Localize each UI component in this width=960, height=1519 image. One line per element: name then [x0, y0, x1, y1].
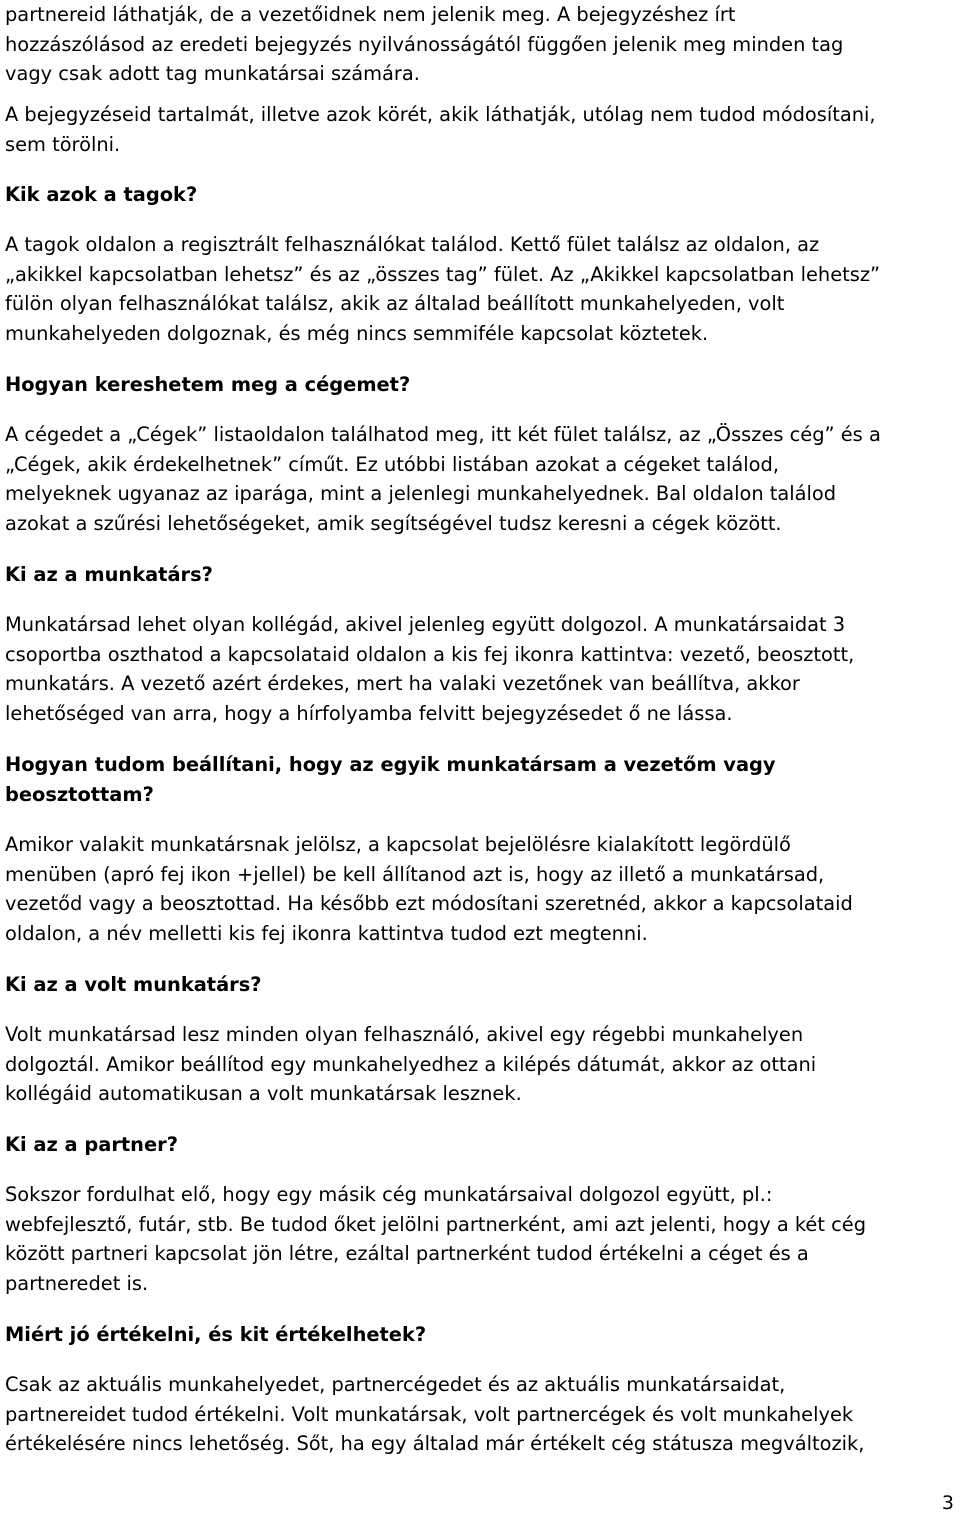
text-line: Csak az aktuális munkahelyedet, partnercégedet és az aktuális munkatársaidat, [5, 1373, 786, 1396]
text-line: hozzászólásod az eredeti bejegyzés nyilvánosságától függően jelenik meg minden tag [5, 32, 844, 56]
paragraph [5, 1180, 866, 1298]
paragraph [5, 230, 880, 348]
text-line: kollégáid automatikusan a volt munkatársak lesznek. [5, 1082, 522, 1106]
text-line: Hogyan kereshetem meg a cégemet? [5, 373, 411, 396]
text-line: oldalon, a név melletti kis fej ikonra kattintva tudod ezt megtenni. [5, 921, 648, 945]
text-line: Ki az a partner? [5, 1133, 178, 1156]
text-line: partnereidet tudod értékelni. Volt munkatársak, volt partnercégek és volt munkahelyek [5, 1402, 854, 1426]
paragraph [5, 0, 843, 89]
paragraph [5, 1370, 864, 1459]
text-line: Miért jó értékelni, és kit értékelhetek? [5, 1323, 427, 1346]
text-line: partneredet is. [5, 1271, 149, 1295]
section-heading [5, 560, 213, 590]
text-line: sem törölni. [5, 132, 121, 156]
text-line: Sokszor fordulhat elő, hogy egy másik cég munkatársaival dolgozol együtt, pl.: [5, 1183, 773, 1206]
text-line: A bejegyzéseid tartalmát, illetve azok körét, akik láthatják, utólag nem tudod módosítani, [5, 103, 876, 126]
text-line: partnereid láthatják, de a vezetőidnek nem jelenik meg. A bejegyzéshez írt [5, 3, 736, 26]
paragraph [5, 610, 854, 728]
text-line: webfejlesztő, futár, stb. Be tudod őket jelölni partnerként, ami azt jelenti, hogy a két cég [5, 1212, 867, 1236]
text-line: Amikor valakit munkatársnak jelölsz, a kapcsolat bejelölésre kialakított legördülő [5, 833, 791, 856]
text-line: csoportba oszthatod a kapcsolataid oldalon a kis fej ikonra kattintva: vezető, beosztott, [5, 642, 855, 666]
text-line: között partneri kapcsolat jön létre, ezáltal partnerként tudod értékelni a céget és a [5, 1242, 809, 1266]
paragraph [5, 1020, 816, 1109]
paragraph [5, 830, 853, 948]
text-line: azokat a szűrési lehetőségeket, amik segítségével tudsz keresni a cégek között. [5, 511, 782, 535]
text-line: munkatárs. A vezető azért érdekes, mert ha valaki vezetőnek van beállítva, akkor [5, 672, 800, 696]
text-line: „akikkel kapcsolatban lehetsz” és az „összes tag” fület. Az „Akikkel kapcsolatban lehetsz” [5, 262, 881, 286]
section-heading [5, 970, 262, 1000]
text-line: Volt munkatársad lesz minden olyan felhasználó, akivel egy régebbi munkahelyen [5, 1023, 804, 1046]
text-line: beosztottam? [5, 782, 154, 806]
section-heading [5, 370, 410, 400]
section-heading [5, 1130, 178, 1160]
text-line: Munkatársad lehet olyan kollégád, akivel jelenleg együtt dolgozol. A munkatársaidat 3 [5, 613, 846, 636]
text-line: Ki az a munkatárs? [5, 563, 213, 586]
text-line: melyeknek ugyanaz az iparága, mint a jelenlegi munkahelyednek. Bal oldalon találod [5, 482, 837, 506]
text-line: fülön olyan felhasználókat találsz, akik az általad beállított munkahelyeden, volt [5, 292, 785, 316]
text-line: lehetőséged van arra, hogy a hírfolyamba felvitt bejegyzésedet ő ne lássa. [5, 701, 733, 725]
text-line: menüben (apró fej ikon +jellel) be kell állítanod azt is, hogy az illető a munkatársad, [5, 862, 825, 886]
text-line: A tagok oldalon a regisztrált felhasználókat találod. Kettő fület találsz az oldalon, az [5, 233, 820, 256]
text-line: Kik azok a tagok? [5, 183, 198, 206]
section-heading [5, 180, 197, 210]
text-line: munkahelyeden dolgoznak, és még nincs semmiféle kapcsolat köztetek. [5, 321, 709, 345]
section-heading [5, 750, 776, 809]
text-line: vezetőd vagy a beosztottad. Ha később ezt módosítani szeretnéd, akkor a kapcsolataid [5, 892, 853, 916]
text-line: Ki az a volt munkatárs? [5, 973, 262, 996]
page-number: 3 [941, 1492, 954, 1514]
text-line: értékelésére nincs lehetőség. Sőt, ha egy általad már értékelt cég státusza megváltozik, [5, 1432, 865, 1456]
text-line: „Cégek, akik érdekelhetnek” címűt. Ez utóbbi listában azokat a cégeket találod, [5, 452, 780, 476]
text-line: vagy csak adott tag munkatársai számára. [5, 62, 420, 86]
paragraph [5, 420, 881, 538]
text-line: A cégedet a „Cégek” listaoldalon találhatod meg, itt két fület találsz, az „Összes cég” és a [5, 423, 881, 446]
text-line: dolgoztál. Amikor beállítod egy munkahelyedhez a kilépés dátumát, akkor az ottani [5, 1052, 817, 1076]
text-line: Hogyan tudom beállítani, hogy az egyik munkatársam a vezetőm vagy [5, 753, 776, 776]
section-heading [5, 1320, 426, 1350]
paragraph [5, 100, 876, 159]
